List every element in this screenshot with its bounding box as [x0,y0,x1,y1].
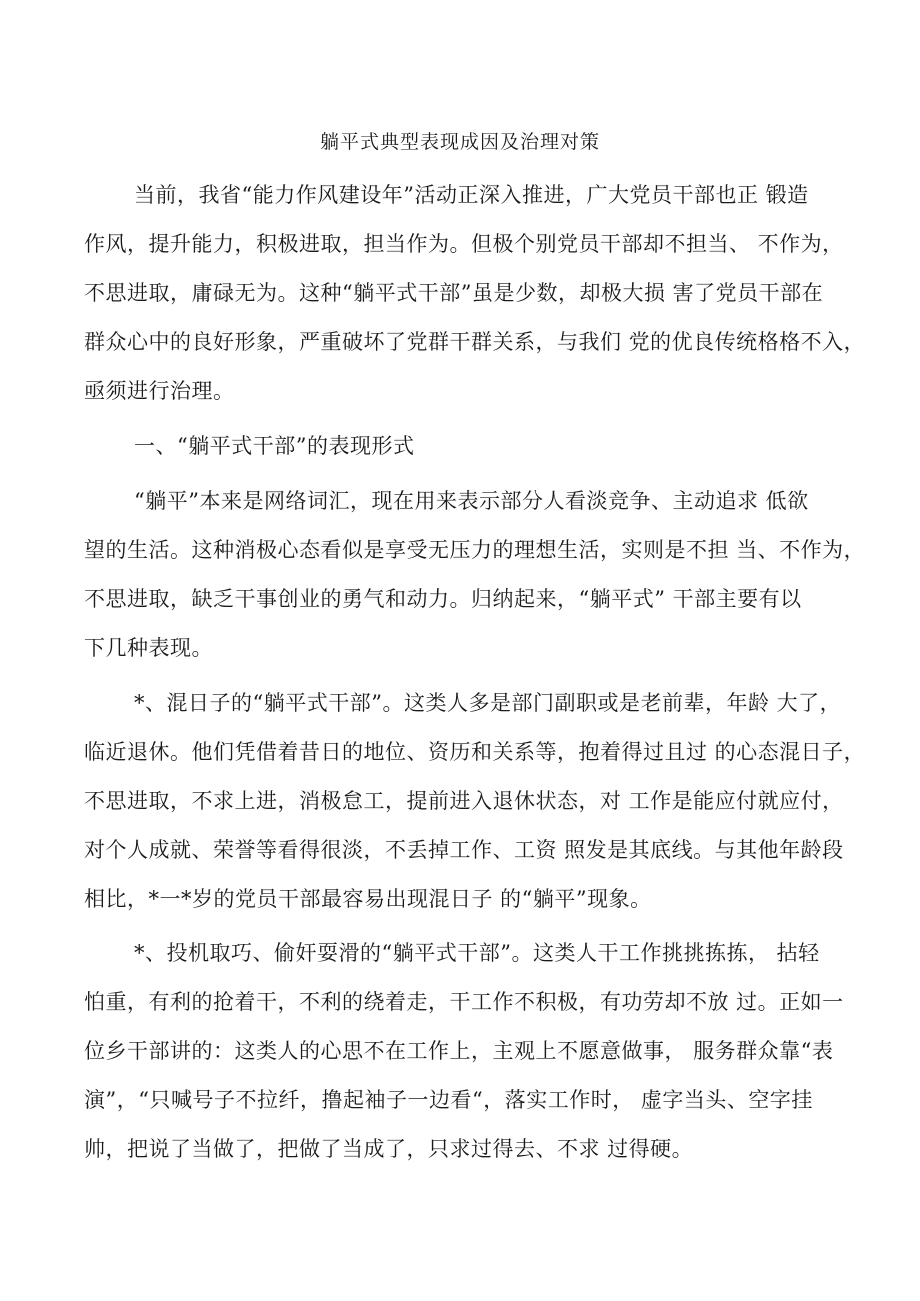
paragraph-1-line-1: 当前，我省“能力作风建设年”活动正深入推进，广大党员干部也正 锻造 [134,183,809,207]
paragraph-3-line-1: *、混日子的“躺平式干部”。这类人多是部门副职或是老前辈，年龄 大了， [134,691,842,715]
paragraph-1-line-2: 作风，提升能力，积极进取，担当作为。但极个别党员干部却不担当、 不作为， [84,232,844,256]
paragraph-3-line-2: 临近退休。他们凭借着昔日的地位、资历和关系等，抱着得过且过 的心态混日子， [84,740,866,764]
paragraph-4-line-3: 位乡干部讲的：这类人的心思不在工作上，主观上不愿意做事， 服务群众靠“表 [84,1039,834,1063]
paragraph-4-line-2: 怕重，有利的抢着干，不利的绕着走，干工作不积极，有功劳却不放 过。正如一 [84,990,844,1014]
paragraph-1-line-4: 群众心中的良好形象，严重破坏了党群干群关系，与我们 党的优良传统格格不入， [84,330,866,354]
paragraph-2-line-1: “躺平”本来是网络词汇，现在用来表示部分人看淡竞争、主动追求 低欲 [134,489,809,513]
paragraph-3-line-4: 对个人成就、荣誉等看得很淡，不丢掉工作、工资 照发是其底线。与其他年龄段 [84,838,844,862]
paragraph-4-line-1: *、投机取巧、偷奸耍滑的“躺平式干部”。这类人干工作挑挑拣拣， 拈轻 [134,941,820,965]
paragraph-3-line-5: 相比，*一*岁的党员干部最容易出现混日子 的“躺平”现象。 [84,887,652,911]
paragraph-4-line-5: 帅，把说了当做了，把做了当成了，只求过得去、不求 过得硬。 [84,1137,694,1161]
document-title: 躺平式典型表现成因及治理对策 [319,131,600,153]
paragraph-2-line-3: 不思进取，缺乏干事创业的勇气和动力。归纳起来，“躺平式” 干部主要有以 [84,587,802,611]
paragraph-4-line-4: 演”，“只喊号子不拉纤，撸起袖子一边看“，落实工作时， 虚字当头、空字挂 [84,1088,813,1112]
paragraph-1-line-5: 亟须进行治理。 [84,379,235,403]
paragraph-2-line-2: 望的生活。这种消极心态看似是享受无压力的理想生活，实则是不担 当、不作为， [84,538,866,562]
paragraph-3-line-3: 不思进取，不求上进，消极怠工，提前进入退休状态，对 工作是能应付就应付， [84,789,844,813]
section-heading-1: 一、“躺平式干部”的表现形式 [134,434,415,458]
paragraph-2-line-4: 下几种表现。 [84,636,213,660]
paragraph-1-line-3: 不思进取，庸碌无为。这种“躺平式干部”虽是少数，却极大损 害了党员干部在 [84,281,824,305]
